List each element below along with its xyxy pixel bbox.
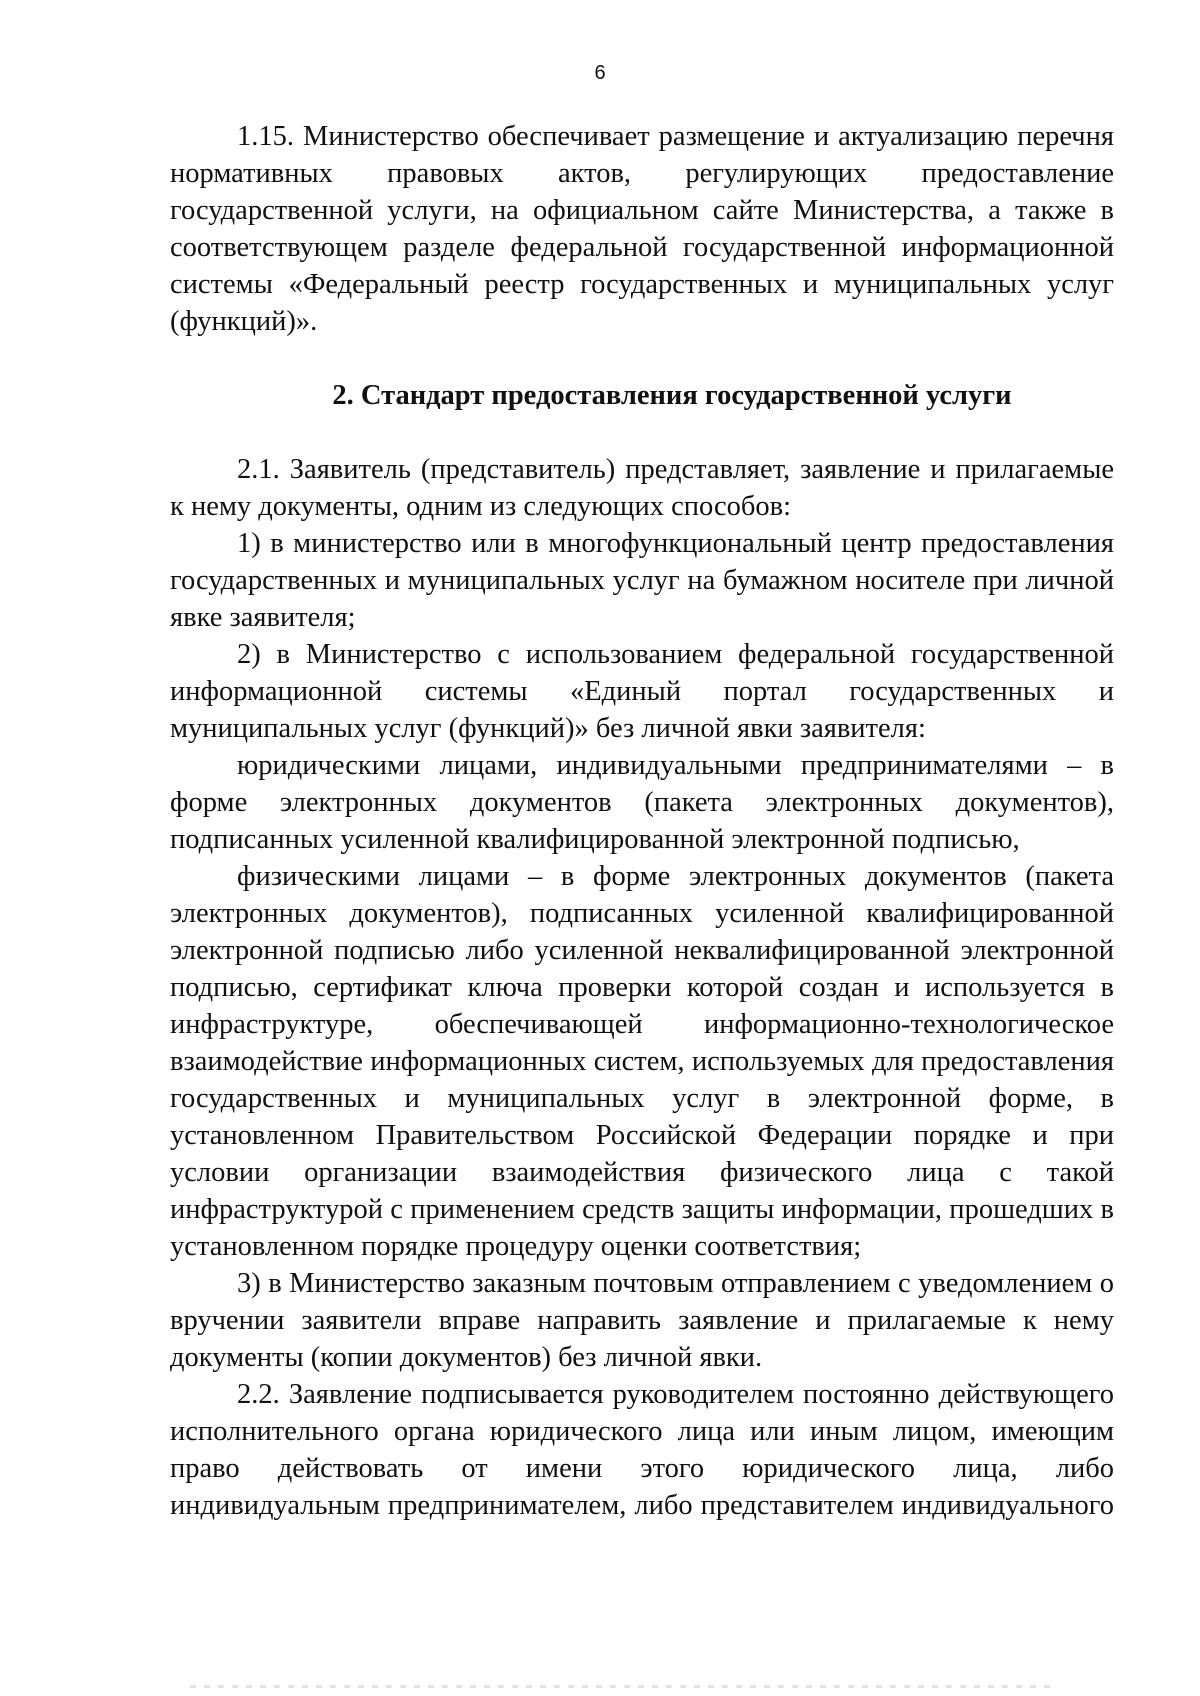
list-item-1: 1) в министерство или в многофункциональный центр предоставления государственных и муниципальных услуг на бумажном носителе при личной явке заявителя; bbox=[170, 528, 1114, 633]
paragraph-2-1: 2.1. Заявитель (представитель) представляет, заявление и прилагаемые к нему документы, одним из следующих способов: bbox=[170, 454, 1114, 522]
paragraph-1-15: 1.15. Министерство обеспечивает размещение и актуализацию перечня нормативных правовых актов, регулирующих предоставление государственной услуги, на официальном сайте Министерства, а также в соответствующем разделе федеральной государственной информационной системы «Федеральный реестр государственных и муниципальных услуг (функций)». bbox=[170, 121, 1114, 337]
list-item-2-individuals: физическими лицами – в форме электронных документов (пакета электронных документов), подписанных усиленной квалифицированной электронной подписью либо усиленной неквалифицированной электронной подписью, сертификат ключа проверки которой создан и используется в инфраструктуре, обеспечивающей информационно-технологическое взаимодействие информационных систем, используемых для предоставления государственных и муниципальных услуг в электронной форме, в установленном Правительством Российской Федерации порядке и при условии организации взаимодействия физического лица с такой инфраструктурой с применением средств защиты информации, прошедших в установленном порядке процедуру оценки соответствия; bbox=[170, 861, 1114, 1262]
page-number: 6 bbox=[594, 62, 606, 84]
section-heading: 2. Стандарт предоставления государственной услуги bbox=[332, 380, 1012, 411]
document-body bbox=[170, 118, 1114, 1524]
scan-artifact-line bbox=[190, 1685, 1050, 1688]
list-item-2: 2) в Министерство с использованием федеральной государственной информационной системы «Единый портал государственных и муниципальных услуг (функций)» без личной явки заявителя: bbox=[170, 639, 1114, 744]
list-item-3: 3) в Министерство заказным почтовым отправлением с уведомлением о вручении заявители вправе направить заявление и прилагаемые к нему документы (копии документов) без личной явки. bbox=[170, 1268, 1114, 1373]
list-item-2-legal-entities: юридическими лицами, индивидуальными предпринимателями – в форме электронных документов (пакета электронных документов), подписанных усиленной квалифицированной электронной подписью, bbox=[170, 750, 1114, 855]
paragraph-2-2: 2.2. Заявление подписывается руководителем постоянно действующего исполнительного органа юридического лица или иным лицом, имеющим право действовать от имени этого юридического лица, либо индивидуальным предпринимателем, либо представителем индивидуального bbox=[170, 1379, 1114, 1521]
